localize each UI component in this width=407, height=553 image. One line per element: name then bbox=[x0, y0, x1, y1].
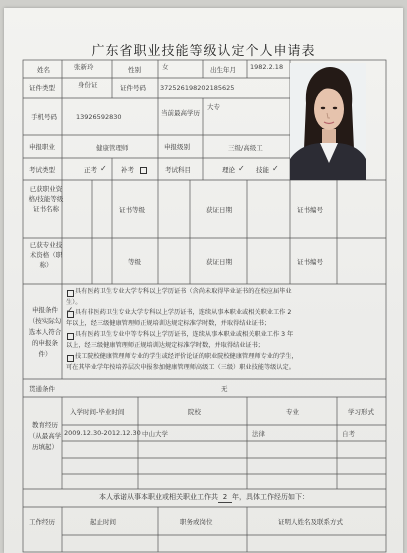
exam-subject-check-0[interactable]: ✓ bbox=[238, 164, 245, 173]
exam-type-checkbox-1[interactable] bbox=[140, 167, 147, 174]
work-statement-prefix: 本人承诺从事本职业或相关职业工作共 bbox=[99, 493, 218, 501]
condition-2-line-0: 具有医药卫生专业中等专科以上学历证书，连续从事本职业或相关职业工作 3 年 bbox=[75, 331, 294, 338]
condition-check-1: ✓ bbox=[66, 306, 74, 316]
title-cert-label: 已获专业技术资格（职称） bbox=[29, 241, 63, 269]
edu-row-0-major: 法律 bbox=[252, 430, 265, 438]
education-label: 当前最高学历 bbox=[161, 109, 200, 117]
issue-date-label-2: 获证日期 bbox=[206, 258, 232, 266]
cert-no-label-2: 证书编号 bbox=[297, 258, 323, 266]
level-label: 申报级别 bbox=[164, 143, 190, 151]
name-value: 张新玲 bbox=[74, 63, 94, 71]
edu-row-0-period: 2009.12.30-2012.12.30 bbox=[64, 429, 141, 437]
work-statement bbox=[99, 493, 309, 503]
continuous-edu-value: 无 bbox=[221, 385, 228, 393]
id-type-value: 身份证 bbox=[78, 81, 98, 89]
edu-row-0-school: 中山大学 bbox=[142, 430, 168, 438]
edu-header-period: 入学时间-毕业时间 bbox=[70, 408, 125, 416]
id-no-label: 证件号码 bbox=[120, 84, 146, 92]
level-value: 三级/高级工 bbox=[228, 144, 263, 152]
id-type-label: 证件类型 bbox=[29, 84, 55, 92]
work-header-position: 职务或岗位 bbox=[180, 518, 213, 526]
phone-label: 手机号码 bbox=[31, 113, 57, 121]
condition-0-line-0: 具有医药卫生专业大学专科以上学历证书（含尚未取得毕业证书的在校应届毕业 bbox=[75, 288, 292, 295]
work-statement-suffix: 年，具体工作经历如下： bbox=[232, 493, 309, 501]
exam-type-option-1: 补考 bbox=[121, 166, 134, 174]
phone-value: 13926592830 bbox=[76, 113, 122, 121]
birth-value: 1982.2.18 bbox=[250, 63, 284, 71]
condition-0-line-1: 生）。 bbox=[66, 299, 82, 306]
applicant-photo bbox=[290, 63, 366, 180]
condition-checkbox-0[interactable] bbox=[67, 290, 74, 297]
form-title: 广东省职业技能等级认定个人申请表 bbox=[91, 44, 316, 59]
exam-subject-option-0: 理论 bbox=[222, 166, 235, 174]
conditions-label: 申报条件（按实际勾选本人符合的申报条件） bbox=[28, 306, 62, 358]
qual-cert-label: 已获职业资格/技能等级证书名称 bbox=[28, 185, 64, 213]
work-header-witness: 证明人姓名及联系方式 bbox=[278, 518, 343, 526]
exam-type-label: 考试类型 bbox=[29, 166, 55, 174]
cert-level-label: 证书等级 bbox=[119, 206, 145, 214]
condition-checkbox-2[interactable] bbox=[67, 333, 74, 340]
exam-subject-label: 考试科目 bbox=[165, 166, 191, 174]
continuous-edu-label: 贯通条件 bbox=[29, 385, 55, 393]
education-value: 大专 bbox=[207, 103, 220, 111]
exam-type-check-0[interactable]: ✓ bbox=[100, 164, 107, 173]
condition-1-line-0: 具有非医药卫生专业大学专科以上学历证书，连续从事本职业或相关职业工作 2 bbox=[75, 309, 292, 316]
condition-1-line-1: 年以上，经三级健康管理师正规培训达规定标准学时数，并取得结业证书； bbox=[66, 320, 271, 327]
gender-value: 女 bbox=[162, 63, 169, 71]
exam-subject-option-1: 技能 bbox=[256, 166, 269, 174]
edu-history-label: 教育经历（从最高学历填起） bbox=[28, 421, 62, 451]
gender-label: 性别 bbox=[128, 66, 141, 74]
condition-3-line-0: 技工院校健康管理师专业的学生或经评价论证的职业院校健康管理师专业的学生， bbox=[75, 353, 298, 360]
exam-type-option-0: 正考 bbox=[84, 166, 97, 174]
occupation-value: 健康管理师 bbox=[96, 144, 129, 152]
condition-checkbox-3[interactable] bbox=[67, 355, 74, 362]
work-header-period: 起止时间 bbox=[90, 518, 116, 526]
edu-header-school: 院校 bbox=[188, 408, 201, 416]
work-history-label: 工作经历 bbox=[29, 518, 55, 526]
cert-no-label-1: 证书编号 bbox=[297, 206, 323, 214]
edu-row-0-mode: 自考 bbox=[342, 430, 355, 438]
issue-date-label-1: 获证日期 bbox=[206, 206, 232, 214]
name-label: 姓名 bbox=[37, 66, 50, 74]
exam-subject-check-1[interactable]: ✓ bbox=[272, 164, 279, 173]
occupation-label: 申报职业 bbox=[29, 143, 55, 151]
grade-label: 等级 bbox=[128, 258, 141, 266]
condition-2-line-1: 以上，经三级健康管理师正规培训达规定标准学时数，并取得结业证书； bbox=[66, 342, 264, 349]
edu-header-mode: 学习形式 bbox=[348, 408, 374, 416]
condition-3-line-1: 可在其毕业学年按培养层次申报参加健康管理师高级工（三级）职业技能等级认定。 bbox=[66, 364, 295, 371]
work-years: 2 bbox=[218, 493, 232, 503]
birth-label: 出生年月 bbox=[210, 66, 236, 74]
edu-header-major: 专业 bbox=[286, 408, 299, 416]
id-no-value: 372526198202185625 bbox=[160, 84, 235, 92]
